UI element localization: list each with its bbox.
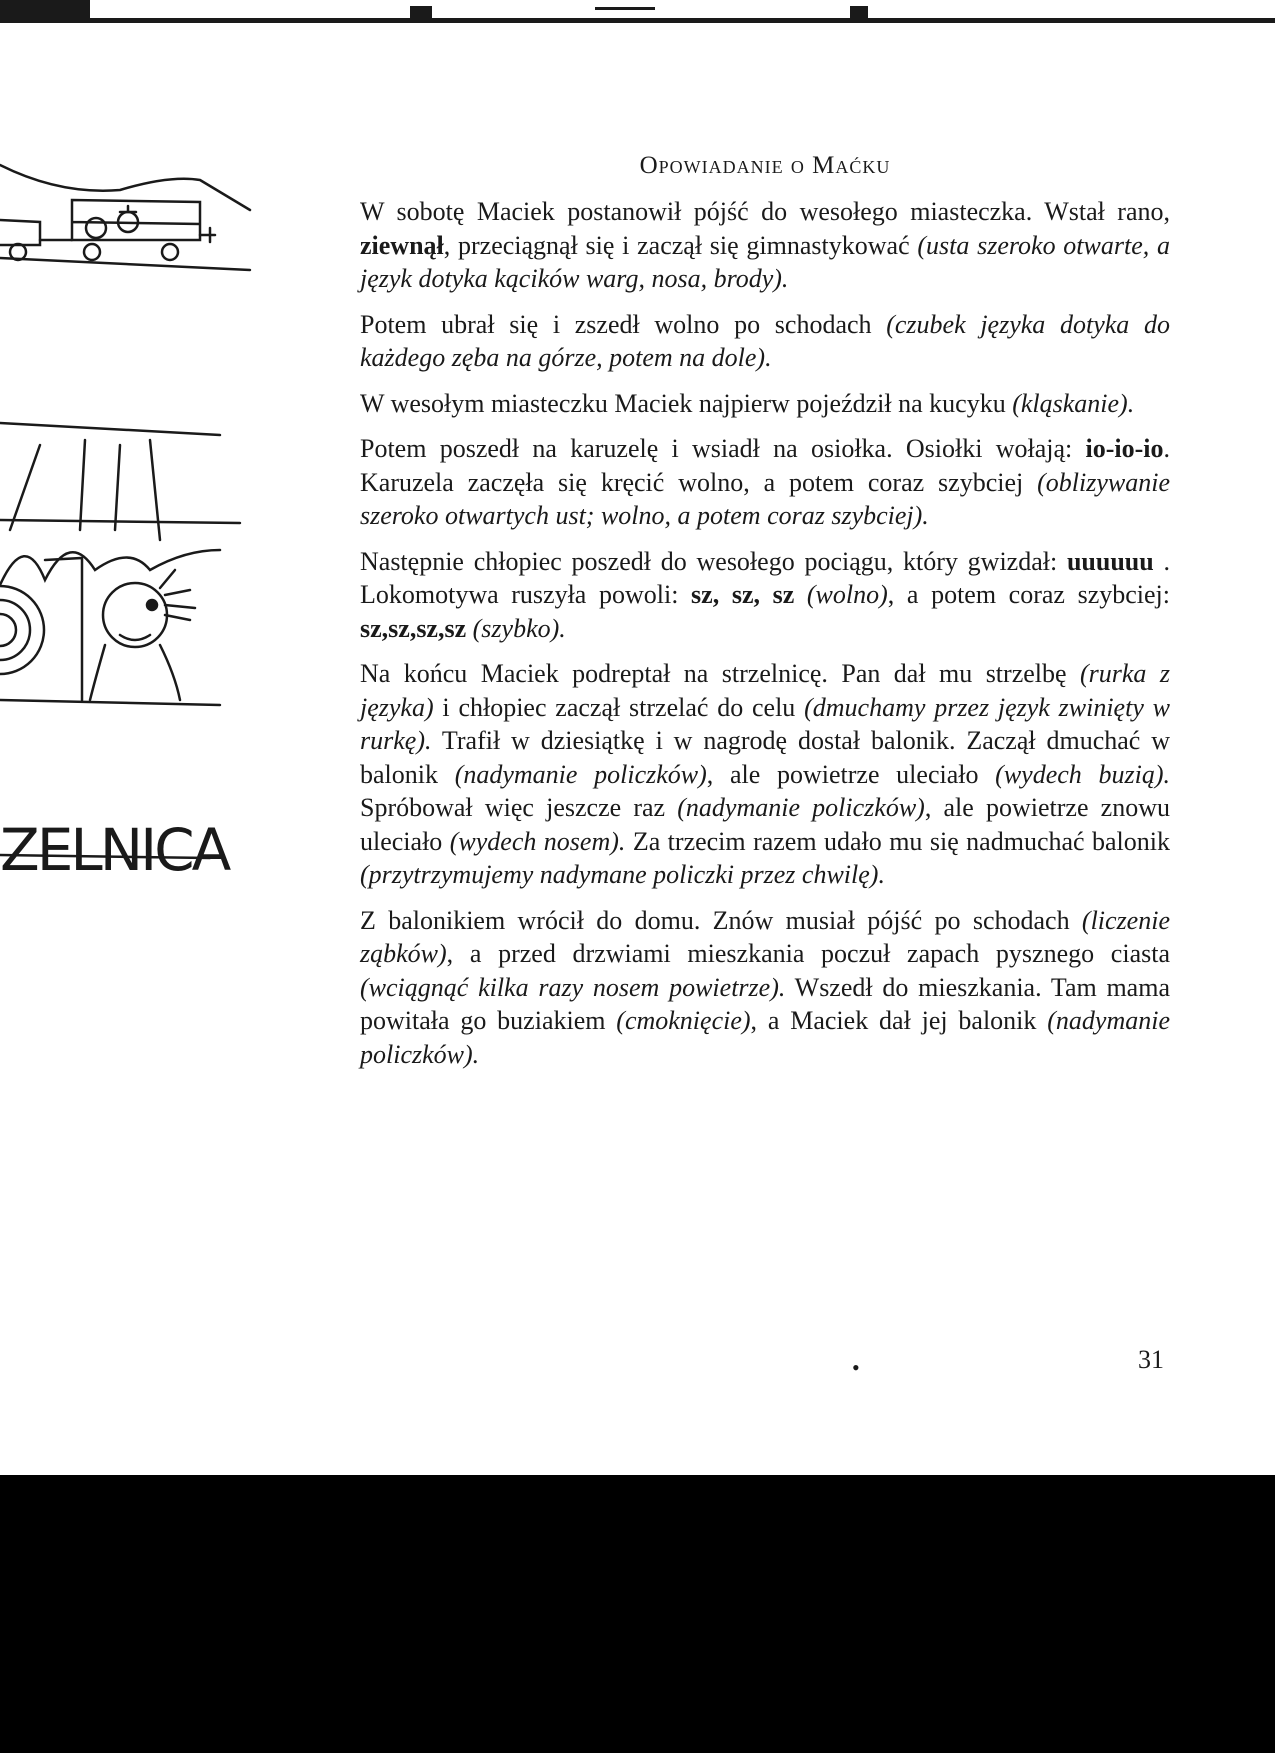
scan-black-area [0, 1475, 1275, 1753]
hill-line [0, 165, 250, 210]
paragraph [360, 545, 1170, 646]
story-run: W sobotę Maciek postanowił pójść do wesołego miasteczka. Wstał rano, [360, 197, 1170, 226]
sound-text: io-io-io [1085, 434, 1164, 463]
page-number: 31 [1138, 1345, 1164, 1374]
train-car-left [0, 220, 40, 245]
sound-text: ziewnął [360, 230, 444, 260]
story-text [360, 195, 1170, 1083]
sound-text: uuuuuu [1066, 546, 1154, 576]
story-run: Na końcu Maciek podreptał na strzelnicę. Pan dał mu strzelbę [360, 659, 1080, 688]
story-run: , ale powietrze uleciało [706, 759, 996, 789]
story-run: Następnie chłopiec poszedł do wesołego pociągu, który gwizdał: [360, 546, 1067, 576]
instruction-text: (wciągnąć kilka razy nosem powietrze). [360, 972, 786, 1002]
paragraph [360, 904, 1170, 1072]
sound-text: sz,sz,sz,sz [360, 613, 467, 643]
paragraph [360, 387, 1170, 421]
paragraph [360, 308, 1170, 375]
story-run: Z balonikiem wrócił do domu. Znów musiał pójść po schodach [360, 905, 1082, 935]
story-run: Potem ubrał się i zszedł wolno po schodach [360, 309, 887, 339]
instruction-text: (liczenie ząbków) [360, 905, 1170, 968]
story-run: , przeciągnął się i zaczął się gimnastykować [443, 230, 918, 260]
wheel [162, 244, 178, 260]
story-run: , a potem coraz szybciej: [887, 580, 1170, 609]
scan-dot: • [852, 1355, 860, 1380]
instruction-text: (czubek języka dotyka do każdego zęba na górze, potem na dole). [360, 309, 1170, 372]
instruction-text: (wolno) [806, 580, 888, 609]
story-run: W wesołym miasteczku Maciek najpierw pojeździł na kucyku [360, 388, 1013, 418]
instruction-text: (nadymanie policzków) [454, 759, 707, 789]
paragraph [360, 195, 1170, 296]
target [0, 586, 44, 674]
instruction-text: (nadymanie policzków) [677, 793, 925, 822]
instruction-text: (wydech buzią). [995, 759, 1170, 789]
man-head [103, 583, 167, 647]
passenger-face [86, 218, 106, 238]
story-run: Potem poszedł na karuzelę i wsiadł na osiołka. Osiołki wołają: [360, 434, 1086, 463]
instruction-text: (szybko). [472, 613, 566, 643]
paragraph [360, 657, 1170, 892]
instruction-text: (kląskanie). [1012, 388, 1135, 418]
story-run: Trafił w dziesiątkę i w nagrodę dostał balonik. Zaczął dmuchać w balonik [360, 726, 1170, 789]
instruction-text: (oblizywanie szeroko otwartych ust; wolno, a potem coraz szybciej). [360, 467, 1170, 530]
story-run: , ale powietrze znowu uleciało [360, 793, 1170, 856]
instruction-text: (nadymanie policzków). [360, 1006, 1170, 1069]
story-run [794, 580, 807, 609]
story-run: Za trzecim razem udało mu się nadmuchać balonik [625, 826, 1170, 856]
paragraph [360, 432, 1170, 533]
instruction-text: (dmuchamy przez język zwinięty w rurkę). [360, 692, 1170, 755]
story-run: i chłopiec zaczął strzelać do celu [433, 692, 805, 722]
instruction-text: (rurka z języka) [360, 659, 1171, 722]
scan-edge-top [0, 0, 1275, 30]
story-run: Wszedł do mieszkania. Tam mama powitała go buziakiem [360, 972, 1170, 1035]
sound-text: sz, sz, sz [691, 580, 795, 609]
story-run: , a Maciek dał jej balonik [750, 1006, 1048, 1035]
curtain [0, 550, 220, 585]
instruction-text: (przytrzymujemy nadymane policzki przez chwilę). [360, 860, 885, 889]
story-run: Spróbował więc jeszcze raz [360, 793, 678, 822]
story-run: . Lokomotywa ruszyła powoli: [360, 546, 1170, 609]
story-run: , a przed drzwiami mieszkania poczuł zapach pysznego ciasta [446, 939, 1170, 968]
story-run: . Karuzela zaczęła się kręcić wolno, a potem coraz szybciej [360, 434, 1170, 497]
instruction-text: (wydech nosem). [449, 826, 626, 856]
page-title: Opowiadanie o Maćku [639, 151, 891, 179]
illustration-caption: ZELNICA [0, 816, 229, 884]
instruction-text: (usta szeroko otwarte, a język dotyka kącików warg, nosa, brody). [360, 230, 1170, 293]
tent-roof [0, 423, 220, 435]
wheel [84, 244, 100, 260]
instruction-text: (cmoknięcie) [616, 1006, 751, 1035]
